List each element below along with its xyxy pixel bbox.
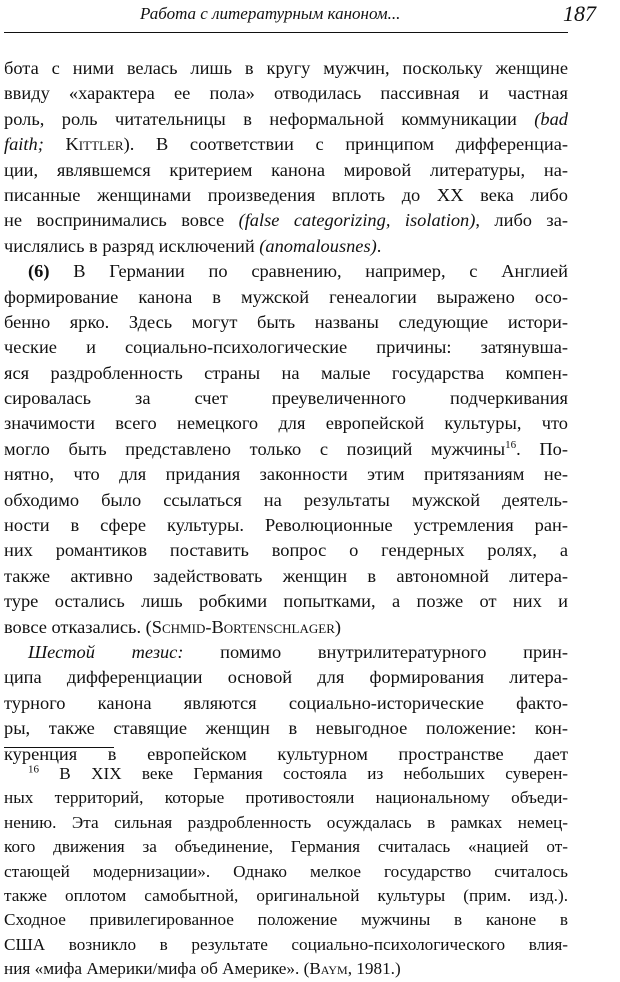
text-line bbox=[4, 437, 568, 462]
main-text bbox=[4, 56, 568, 767]
text-line: ввиду «характера ее пола» отводилась пассивная и частная bbox=[4, 83, 568, 104]
text-run: В Германии по сравнению, например, с Англией bbox=[49, 261, 568, 282]
text-line bbox=[4, 208, 568, 233]
text-line: турного канона являются социально-исторические факто- bbox=[4, 692, 568, 713]
text-run: . bbox=[376, 235, 382, 256]
header-rule bbox=[4, 32, 568, 33]
footnote-line: нению. Эта сильная раздробленность осуждалась в рамках немец- bbox=[4, 812, 568, 832]
text-line: ности в сфере культуры. Революционные устремления ран- bbox=[4, 515, 568, 536]
text-line: яся раздробленность страны на малые государства компен- bbox=[4, 362, 568, 383]
text-run: , 1981.) bbox=[347, 959, 401, 979]
footnote-line: стающей модернизации». Однако мелкое государство считалось bbox=[4, 861, 568, 881]
text-line bbox=[4, 132, 568, 157]
text-line bbox=[4, 107, 568, 132]
text-line: ческие и социально-психологические причины: затянувша- bbox=[4, 337, 568, 358]
page-header bbox=[0, 0, 620, 34]
text-run: , либо за- bbox=[475, 210, 568, 231]
text-line: туре остались лишь робкими попытками, а позже от них и bbox=[4, 591, 568, 612]
text-run: вовсе отказались. ( bbox=[4, 616, 152, 637]
text-run: . По- bbox=[516, 438, 568, 459]
footnote-reference: 16 bbox=[505, 438, 517, 451]
text-run: ). В соответствии с принципом дифференциа- bbox=[123, 134, 568, 155]
text-line: ции, являвшемся критерием канона мировой литературы, на- bbox=[4, 159, 568, 180]
italic-term: (anomalousnes) bbox=[259, 235, 377, 256]
text-line: бота с ними велась лишь в кругу мужчин, поскольку женщине bbox=[4, 58, 568, 78]
text-line bbox=[4, 615, 568, 640]
text-line: ры, также ставящие женщин в невыгодное положение: кон- bbox=[4, 718, 568, 739]
text-line bbox=[4, 234, 568, 259]
text-line: формирование канона в мужской генеалогии выражено осо- bbox=[4, 286, 568, 307]
italic-term: (bad bbox=[534, 108, 568, 129]
text-run: ния «мифа Америки/мифа об Америке». ( bbox=[4, 959, 310, 979]
running-title: Работа с литературным каноном... bbox=[140, 4, 401, 23]
text-line bbox=[4, 640, 568, 665]
text-line: куренция в европейском культурном пространстве дает bbox=[4, 743, 568, 764]
text-run: помимо внутрилитературного прин- bbox=[183, 641, 568, 662]
author-citation: Baym bbox=[309, 959, 348, 979]
section-number: (6) bbox=[28, 261, 50, 282]
footnote-line: кого движения за объединение, Германия считалась «нацией от- bbox=[4, 837, 568, 857]
footnote bbox=[4, 762, 568, 982]
footnote-rule bbox=[4, 747, 114, 748]
text-run: В XIX веке Германия состояла из небольших суверен- bbox=[39, 764, 568, 783]
footnote-line bbox=[4, 762, 568, 786]
text-run: числялись в разряд исключений bbox=[4, 235, 260, 256]
italic-term: faith; bbox=[4, 134, 66, 155]
footnote-line: Сходное привилегированное положение мужчины в каноне в bbox=[4, 910, 568, 930]
text-line bbox=[4, 259, 568, 284]
text-line: писанные женщинами произведения вплоть до XX века либо bbox=[4, 184, 568, 205]
author-citation: Kittler bbox=[65, 134, 124, 155]
text-line: обходимо было ссылаться на результаты мужской деятель- bbox=[4, 489, 568, 510]
footnote-line: также оплотом самобытной, оригинальной культуры (прим. изд.). bbox=[4, 885, 568, 905]
text-line: также активно задействовать женщин в автономной литера- bbox=[4, 565, 568, 586]
text-line: сировалась за счет преувеличенного подчеркивания bbox=[4, 388, 568, 409]
paragraph-1 bbox=[4, 56, 568, 259]
text-line: значимости всего немецкого для европейской культуры, что bbox=[4, 413, 568, 434]
footnote-line: ных территорий, которые противостояли национальному объеди- bbox=[4, 788, 568, 808]
text-run: ) bbox=[334, 616, 342, 637]
author-citation: Schmid-Bortenschlager bbox=[151, 616, 335, 637]
text-run: роль, роль читательницы в неформальной коммуникации bbox=[4, 108, 535, 129]
footnote-line bbox=[4, 957, 568, 981]
page-number: 187 bbox=[563, 1, 596, 26]
thesis-label: Шестой тезис: bbox=[28, 641, 184, 662]
text-run: не воспринимались вовсе bbox=[4, 210, 239, 231]
italic-term: (false categorizing, isolation) bbox=[238, 210, 476, 231]
footnote-marker: 16 bbox=[28, 763, 39, 776]
footnote-line: США возникло в результате социально-психологического влия- bbox=[4, 934, 568, 954]
text-line: нятно, что для придания законности этим притязаниям не- bbox=[4, 464, 568, 485]
paragraph-2 bbox=[4, 259, 568, 640]
text-line: бенно ярко. Здесь могут быть названы следующие истори- bbox=[4, 311, 568, 332]
text-line: них романтиков поставить вопрос о гендерных ролях, а bbox=[4, 540, 568, 561]
text-line: ципа дифференциации основой для формирования литера- bbox=[4, 667, 568, 688]
text-run: могло быть представлено только с позиций мужчины bbox=[4, 438, 506, 459]
